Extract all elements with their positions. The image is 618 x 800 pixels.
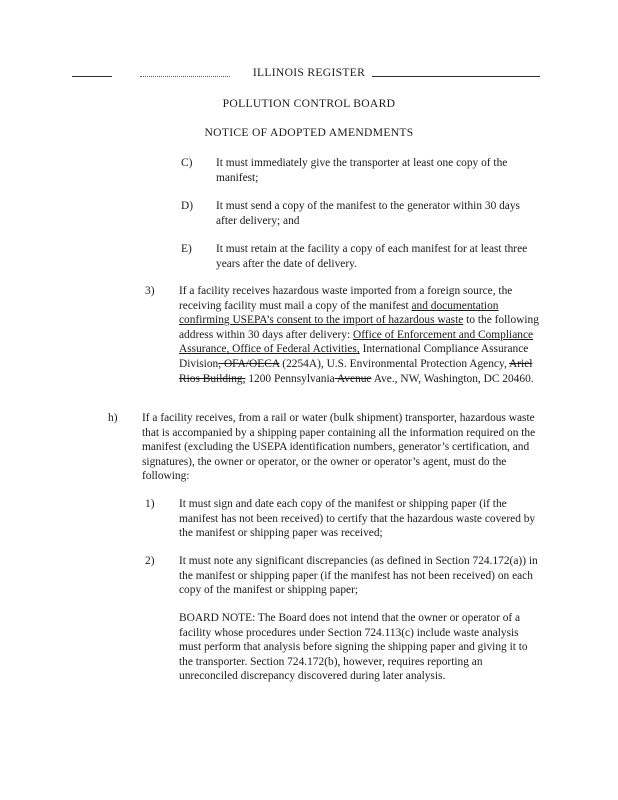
notice-title: NOTICE OF ADOPTED AMENDMENTS	[204, 126, 414, 139]
item-3-text-6: Ave., NW, Washington, DC 20460.	[371, 372, 534, 385]
item-3-inserted-office: Office of Enforcement and Compliance Assurance, Office of Federal Activities,	[179, 328, 534, 356]
item-3-text-5: 1200 Pennsylvania	[245, 372, 335, 385]
item-c-label: C)	[181, 157, 193, 169]
item-3-inserted-documentation: and documentation confirming USEPA’s consent to the import of hazardous waste	[179, 299, 499, 327]
item-3-text-2: to the following address within 30 days after delivery:	[179, 314, 539, 341]
item-h-label: h)	[108, 412, 118, 424]
item-2-label: 2)	[145, 555, 155, 567]
item-c-text: It must immediately give the transporter at least one copy of the manifest;	[216, 157, 508, 184]
item-3-deleted-building: Ariel Rios Building,	[179, 357, 533, 385]
item-3-text-4: (2254A), U.S. Environmental Protection Agency,	[279, 357, 510, 370]
item-d-text: It must send a copy of the manifest to the generator within 30 days after delivery; and	[216, 200, 520, 227]
item-3-label: 3)	[145, 285, 155, 297]
board-title: POLLUTION CONTROL BOARD	[222, 97, 396, 110]
item-3-text	[179, 284, 541, 386]
register-title: ILLINOIS REGISTER	[252, 66, 366, 79]
item-d-label: D)	[181, 200, 194, 212]
item-1-label: 1)	[145, 498, 155, 510]
item-1-text: It must sign and date each copy of the manifest or shipping paper (if the manifest has not been received) to certify that the hazardous waste covered by the manifest or shipping paper was received;	[179, 498, 536, 540]
item-3-deleted-ofa: , OFA/OECA	[218, 357, 280, 370]
item-3-deleted-avenue: Avenue	[334, 372, 372, 385]
item-2-text: It must note any significant discrepancies (as defined in Section 724.172(a)) in the manifest or shipping paper (if the manifest has not been received) on each copy of the manifest or shipping paper;	[179, 555, 538, 597]
item-e-label: E)	[181, 243, 192, 255]
item-h-text: If a facility receives, from a rail or water (bulk shipment) transporter, hazardous waste that is accompanied by a shipping paper containing all the information required on the manifest (excluding the USEPA identification numbers, generator’s certification, and signatures), the owner or operator, or the owner or operator’s agent, must do the following:	[142, 412, 536, 483]
item-e-text: It must retain at the facility a copy of each manifest for at least three years after the date of delivery.	[216, 243, 528, 270]
item-3-text-3: International Compliance Assurance Division	[179, 343, 529, 370]
board-note: BOARD NOTE: The Board does not intend that the owner or operator of a facility whose procedures under Section 724.113(c) include waste analysis must perform that analysis before signing the shipping paper and giving it to the transporter. Section 724.172(b), however, requires reporting an unreconciled discrepancy discovered during later analysis.	[179, 612, 528, 683]
item-3-text-1: If a facility receives hazardous waste imported from a foreign source, the receiving facility must mail a copy of the manifest	[179, 285, 513, 312]
